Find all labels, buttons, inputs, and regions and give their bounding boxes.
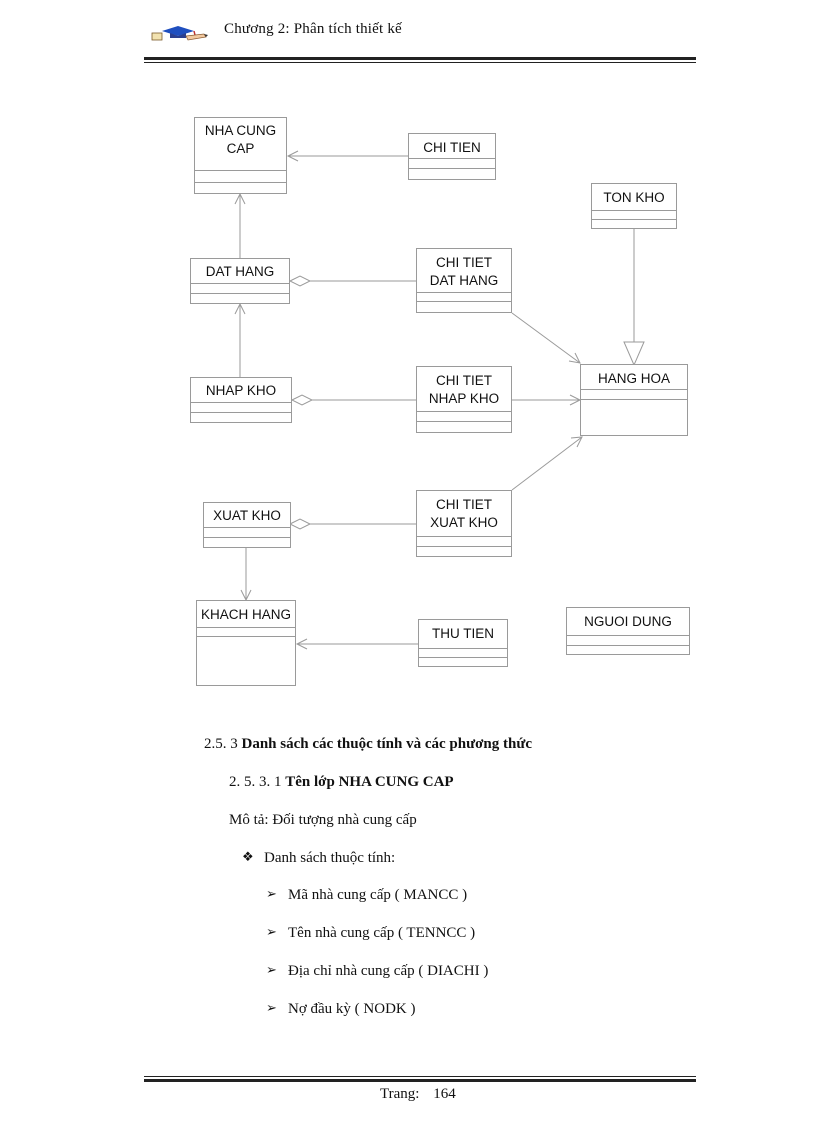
section-heading [204, 736, 532, 753]
class-description: Mô tả: Đối tượng nhà cung cấp [229, 812, 417, 828]
subsection-heading-number: 2. 5. 3. 1 [229, 774, 282, 790]
subsection-heading [229, 774, 454, 791]
class-khach-hang [196, 600, 296, 686]
class-name: XUAT KHO [213, 508, 281, 523]
class-hang-hoa [580, 364, 688, 436]
page-footer [380, 1086, 456, 1103]
class-name: CHI TIET DAT HANG [429, 255, 499, 288]
section-heading-text: Danh sách các thuộc tính và các phương thức [241, 736, 533, 752]
class-name: NHA CUNG CAP [204, 123, 277, 156]
attribute-item: Địa chỉ nhà cung cấp ( DIACHI ) [288, 963, 489, 979]
footer-rule-thin [144, 1076, 696, 1077]
class-name: TON KHO [603, 190, 665, 205]
attribute-item: Tên nhà cung cấp ( TENNCC ) [288, 925, 476, 941]
page-number: 164 [433, 1086, 456, 1102]
arrow-bullet-icon: ➢ [266, 924, 277, 939]
class-ton-kho [591, 183, 677, 229]
attribute-item: Nợ đầu kỳ ( NODK ) [288, 1001, 416, 1017]
attribute-item: Mã nhà cung cấp ( MANCC ) [288, 887, 468, 903]
arrow-bullet-icon: ➢ [266, 962, 277, 977]
class-name: CHI TIET NHAP KHO [428, 373, 500, 406]
class-name: CHI TIET XUAT KHO [430, 497, 498, 530]
class-name: HANG HOA [597, 371, 670, 386]
class-nha-cung-cap [194, 117, 287, 194]
class-dat-hang [190, 258, 290, 304]
arrow-bullet-icon: ➢ [266, 886, 277, 901]
class-chi-tiet-dat-hang [416, 248, 512, 313]
arrow-bullet-icon: ➢ [266, 1000, 277, 1015]
assoc-chitietxuatkho-hanghoa [512, 437, 582, 490]
chapter-title: Chương 2: Phân tích thiết kế [224, 21, 402, 37]
section-heading-number: 2.5. 3 [204, 736, 238, 752]
class-chi-tien [408, 133, 496, 180]
class-name: DAT HANG [205, 264, 275, 279]
assoc-chitietdathang-hanghoa [512, 313, 580, 363]
class-name: CHI TIEN [423, 140, 481, 155]
class-name: NGUOI DUNG [584, 614, 672, 629]
class-nguoi-dung [566, 607, 690, 655]
class-name: NHAP KHO [205, 383, 277, 398]
class-name: THU TIEN [431, 626, 494, 641]
footer-rule-thick [144, 1079, 696, 1082]
subsection-heading-text: Tên lớp NHA CUNG CAP [285, 774, 454, 790]
diamond-bullet-icon: ❖ [242, 849, 254, 864]
class-chi-tiet-xuat-kho [416, 490, 512, 557]
class-nhap-kho [190, 377, 292, 423]
class-thu-tien [418, 619, 508, 667]
class-name: KHACH HANG [200, 607, 291, 622]
class-chi-tiet-nhap-kho [416, 366, 512, 433]
class-xuat-kho [203, 502, 291, 548]
attribute-list-title: Danh sách thuộc tính: [264, 850, 396, 866]
page-label: Trang: [380, 1086, 420, 1102]
